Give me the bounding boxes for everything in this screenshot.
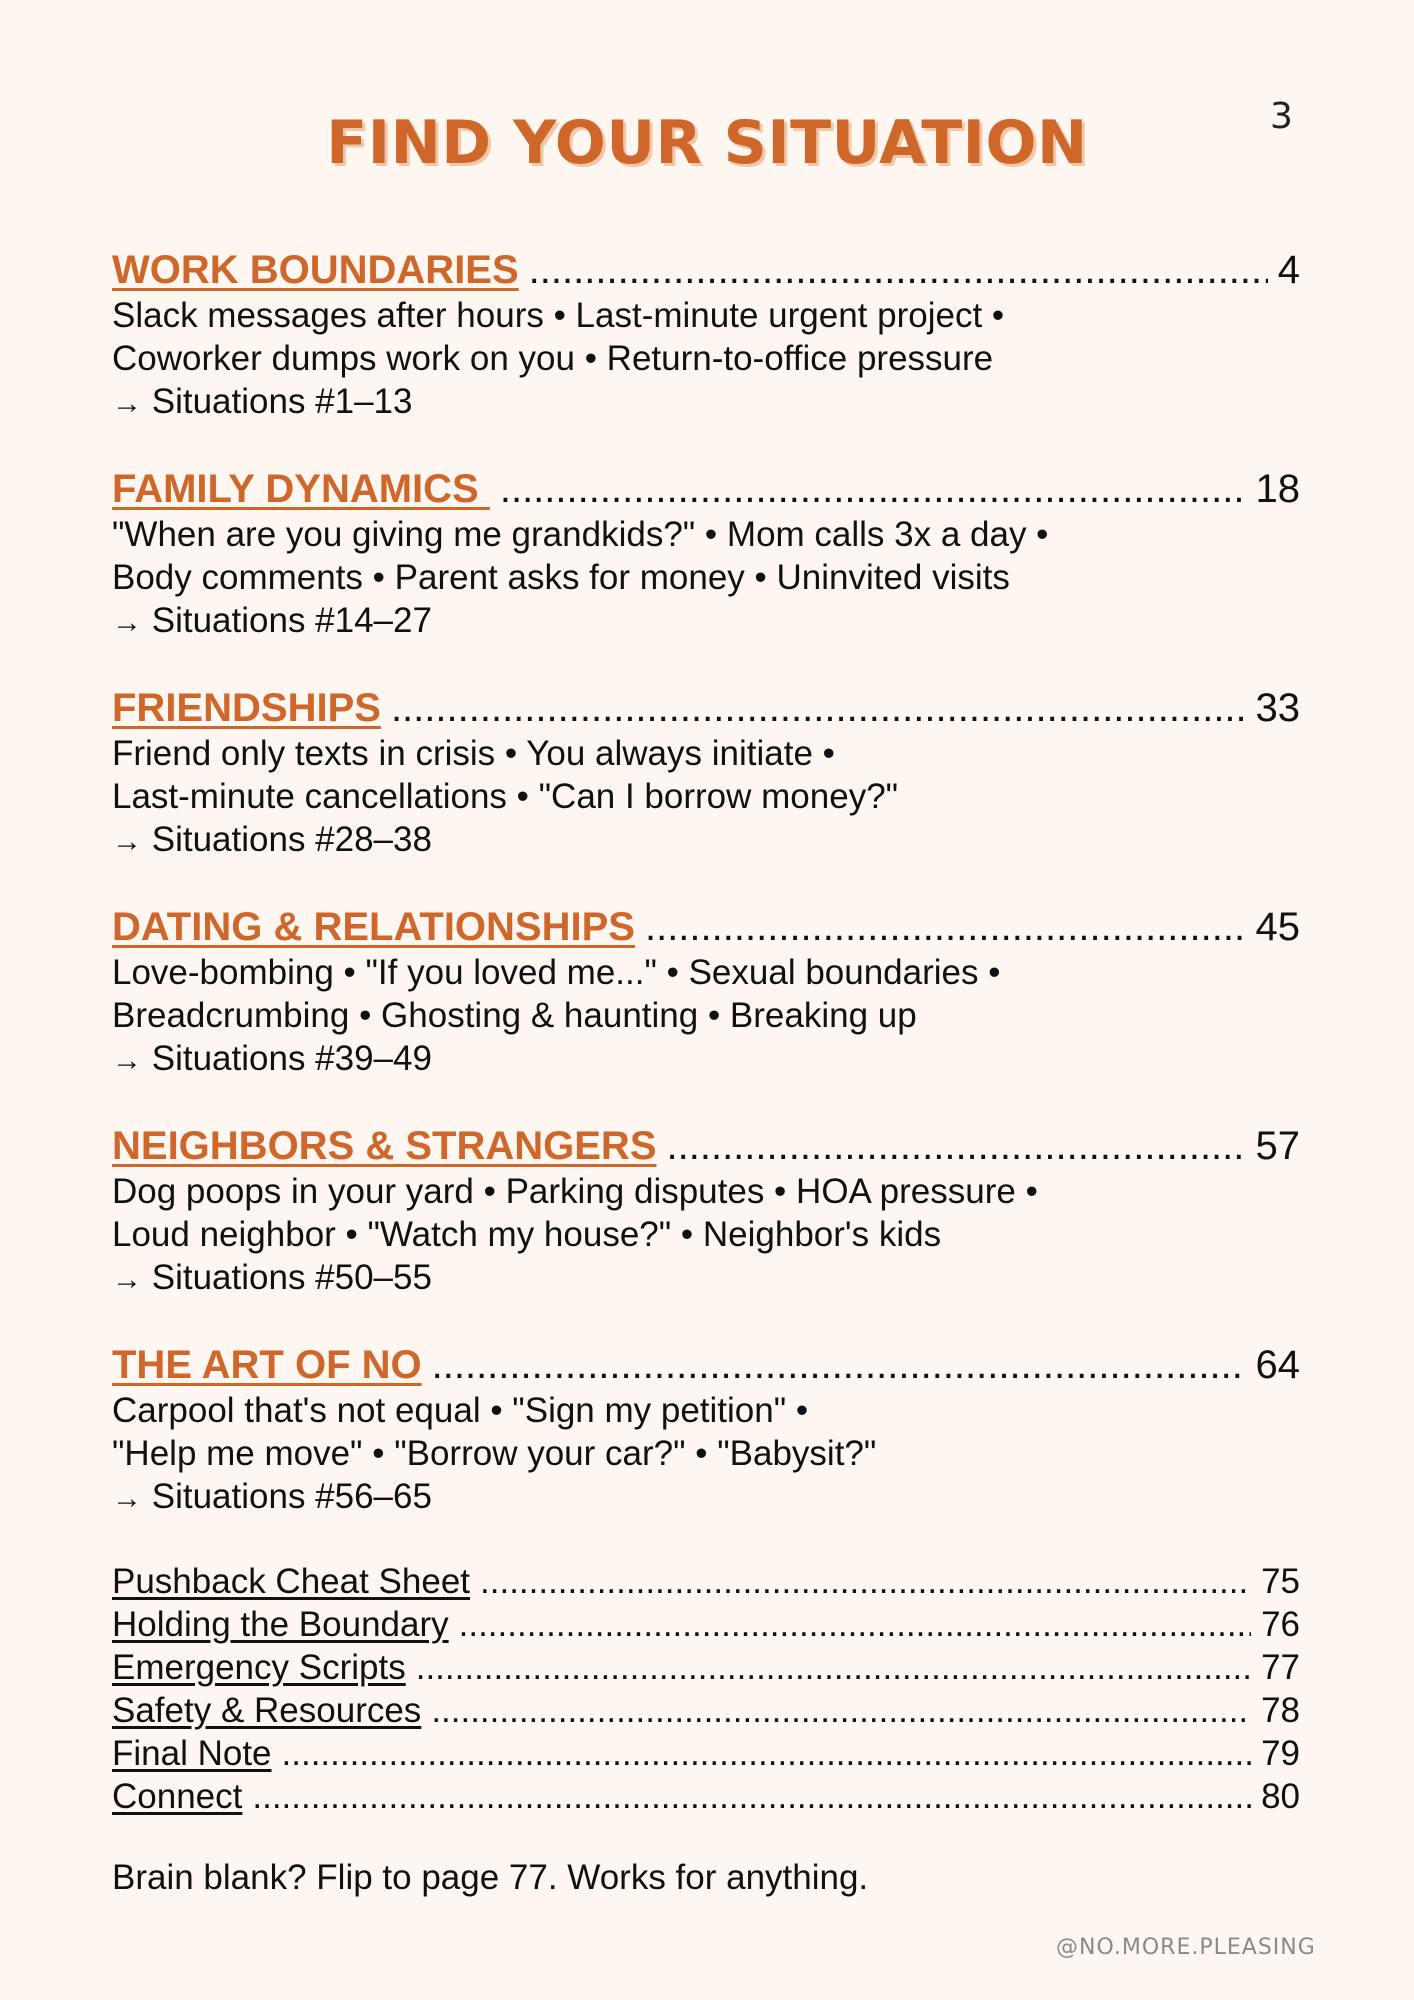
arrow-right-icon: → bbox=[112, 387, 142, 420]
section-page-number: 18 bbox=[1255, 467, 1300, 511]
section-page-number: 4 bbox=[1277, 248, 1300, 292]
section-description: "Help me move" • "Borrow your car?" • "Babysit?" bbox=[112, 1434, 877, 1473]
page-title: FIND YOUR SITUATION bbox=[326, 108, 1088, 178]
section-link-dating-relationships[interactable]: DATING & RELATIONSHIPS bbox=[112, 905, 635, 949]
section-description: Coworker dumps work on you • Return-to-office pressure bbox=[112, 339, 994, 378]
dot-leader bbox=[500, 465, 1246, 513]
section-description: Loud neighbor • "Watch my house?" • Neighbor's kids bbox=[112, 1215, 942, 1254]
page-number: 3 bbox=[1270, 96, 1293, 137]
situations-label: Situations #39–49 bbox=[151, 1039, 432, 1078]
extras-item bbox=[112, 1603, 1300, 1646]
situations-range bbox=[112, 599, 1300, 644]
dot-leader bbox=[391, 684, 1246, 732]
section-page-number: 45 bbox=[1255, 905, 1300, 949]
section-link-art-of-no[interactable]: THE ART OF NO bbox=[112, 1343, 422, 1387]
footer-note: Brain blank? Flip to page 77. Works for anything. bbox=[112, 1858, 869, 1897]
section-description: "When are you giving me grandkids?" • Mom calls 3x a day • bbox=[112, 515, 1049, 554]
section-link-friendships[interactable]: FRIENDSHIPS bbox=[112, 686, 381, 730]
dot-leader bbox=[416, 1646, 1251, 1689]
link-safety-resources[interactable]: Safety & Resources bbox=[112, 1691, 422, 1730]
dot-leader bbox=[529, 246, 1268, 294]
situations-range bbox=[112, 1475, 1300, 1520]
link-emergency-scripts[interactable]: Emergency Scripts bbox=[112, 1648, 406, 1687]
arrow-right-icon: → bbox=[112, 825, 142, 858]
dot-leader bbox=[252, 1775, 1251, 1818]
arrow-right-icon: → bbox=[112, 1482, 142, 1515]
extras-list bbox=[112, 1560, 1300, 1818]
section-page-number: 64 bbox=[1255, 1343, 1300, 1387]
section-description: Slack messages after hours • Last-minute urgent project • bbox=[112, 296, 1005, 335]
arrow-right-icon: → bbox=[112, 1263, 142, 1296]
dot-leader bbox=[282, 1732, 1252, 1775]
extras-page-number: 75 bbox=[1261, 1562, 1300, 1601]
link-final-note[interactable]: Final Note bbox=[112, 1734, 272, 1773]
situations-label: Situations #56–65 bbox=[151, 1477, 432, 1516]
section-description: Last-minute cancellations • "Can I borrow money?" bbox=[112, 777, 899, 816]
arrow-right-icon: → bbox=[112, 606, 142, 639]
section-page-number: 33 bbox=[1255, 686, 1300, 730]
extras-item bbox=[112, 1775, 1300, 1818]
table-of-contents bbox=[112, 246, 1300, 1560]
toc-section-work bbox=[112, 246, 1300, 465]
extras-item bbox=[112, 1732, 1300, 1775]
section-link-family-dynamics[interactable]: FAMILY DYNAMICS bbox=[112, 467, 490, 511]
extras-item bbox=[112, 1646, 1300, 1689]
section-description: Body comments • Parent asks for money • Uninvited visits bbox=[112, 558, 1010, 597]
toc-section-friendships bbox=[112, 684, 1300, 903]
situations-label: Situations #14–27 bbox=[151, 601, 432, 640]
dot-leader bbox=[459, 1603, 1251, 1646]
social-handle: @NO.MORE.PLEASING bbox=[1056, 1935, 1316, 1960]
dot-leader bbox=[431, 1689, 1251, 1732]
section-description: Dog poops in your yard • Parking disputes • HOA pressure • bbox=[112, 1172, 1038, 1211]
toc-section-dating bbox=[112, 903, 1300, 1122]
toc-section-family bbox=[112, 465, 1300, 684]
dot-leader bbox=[645, 903, 1246, 951]
situations-range bbox=[112, 1037, 1300, 1082]
extras-page-number: 78 bbox=[1261, 1691, 1300, 1730]
situations-range bbox=[112, 818, 1300, 863]
toc-section-art-of-no bbox=[112, 1341, 1300, 1560]
section-description: Breadcrumbing • Ghosting & haunting • Breaking up bbox=[112, 996, 917, 1035]
section-link-neighbors-strangers[interactable]: NEIGHBORS & STRANGERS bbox=[112, 1124, 657, 1168]
situations-label: Situations #1–13 bbox=[151, 382, 413, 421]
section-page-number: 57 bbox=[1255, 1124, 1300, 1168]
extras-page-number: 80 bbox=[1261, 1777, 1300, 1816]
toc-section-neighbors bbox=[112, 1122, 1300, 1341]
situations-label: Situations #28–38 bbox=[151, 820, 432, 859]
extras-item bbox=[112, 1560, 1300, 1603]
section-description: Love-bombing • "If you loved me..." • Sexual boundaries • bbox=[112, 953, 1001, 992]
link-holding-the-boundary[interactable]: Holding the Boundary bbox=[112, 1605, 449, 1644]
dot-leader bbox=[667, 1122, 1246, 1170]
extras-page-number: 77 bbox=[1261, 1648, 1300, 1687]
link-connect[interactable]: Connect bbox=[112, 1777, 243, 1816]
situations-range bbox=[112, 1256, 1300, 1301]
extras-item bbox=[112, 1689, 1300, 1732]
situations-label: Situations #50–55 bbox=[151, 1258, 432, 1297]
dot-leader bbox=[480, 1560, 1251, 1603]
section-description: Friend only texts in crisis • You always initiate • bbox=[112, 734, 835, 773]
arrow-right-icon: → bbox=[112, 1044, 142, 1077]
extras-page-number: 79 bbox=[1261, 1734, 1300, 1773]
situations-range bbox=[112, 380, 1300, 425]
section-description: Carpool that's not equal • "Sign my petition" • bbox=[112, 1391, 809, 1430]
dot-leader bbox=[432, 1341, 1246, 1389]
link-pushback-cheat-sheet[interactable]: Pushback Cheat Sheet bbox=[112, 1562, 471, 1601]
section-link-work-boundaries[interactable]: WORK BOUNDARIES bbox=[112, 248, 519, 292]
extras-page-number: 76 bbox=[1261, 1605, 1300, 1644]
